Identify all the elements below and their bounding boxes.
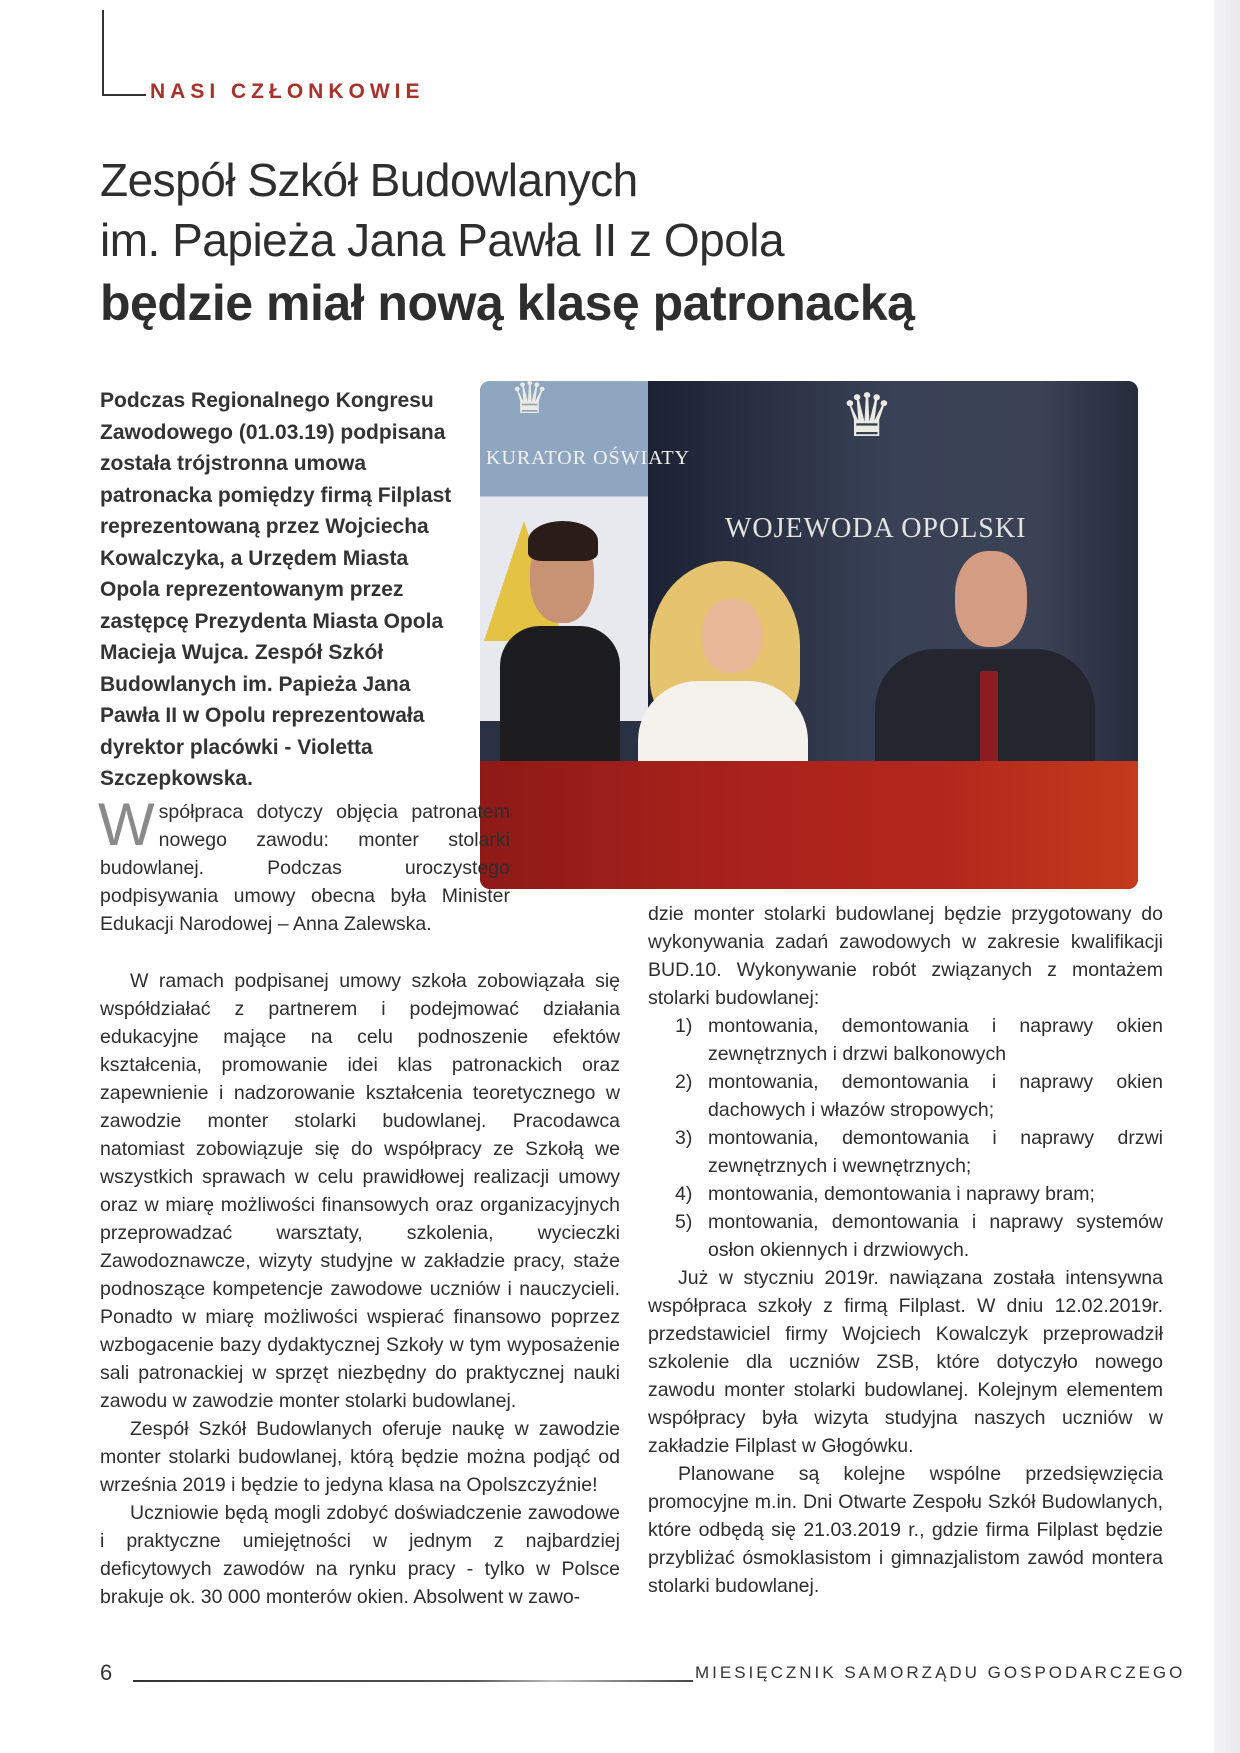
body-column-right bbox=[648, 900, 1163, 1600]
title-line-1: Zespół Szkół Budowlanych bbox=[100, 154, 638, 206]
list-item: 1) montowania, demontowania i naprawy okien zewnętrznych i drzwi balkonowych bbox=[675, 1015, 1163, 1065]
person-right-tie bbox=[980, 671, 998, 771]
paragraph-planned: Planowane są kolejne wspólne przedsięwzięcia promocyjne m.in. Dni Otwarte Zespołu Szkół Budowlanych, które odbędą się 21.03.2019 r., gdzie firma Filplast będzie przybliżać ósmoklasistom i gimnazjalistom zawód montera stolarki budowlanej. bbox=[648, 1463, 1163, 1597]
paragraph-continued: dzie monter stolarki budowlanej będzie przygotowany do wykonywania zadań zawodowych w zakresie kwalifikacji BUD.10. Wykonywanie robót związanych z montażem stolarki budowlanej: bbox=[648, 903, 1163, 1009]
list-item: 3) montowania, demontowania i naprawy drzwi zewnętrznych i wewnętrznych; bbox=[675, 1127, 1163, 1177]
publication-title: MIESIĘCZNIK SAMORZĄDU GOSPODARCZEGO bbox=[695, 1663, 1186, 1682]
paragraph-3: Zespół Szkół Budowlanych oferuje naukę w zawodzie monter stolarki budowlanej, którą będzie można podjąć od września 2019 i będzie to jedyna klasa na Opolszczyźnie! bbox=[100, 1418, 620, 1496]
list-item: 4) montowania, demontowania i naprawy bram; bbox=[675, 1183, 1095, 1205]
body-column-left-top bbox=[98, 791, 510, 938]
lead-paragraph: Podczas Regionalnego Kongresu Zawodowego (01.03.19) podpisana została trójstronna umowa patronacka pomiędzy firmą Filplast reprezentowaną przez Wojciecha Kowalczyka, a Urzędem Miasta Opola reprezentowanym przez zastępcę Prezydenta Miasta Opola Macieja Wujca. Zespół Szkół Budowlanych im. Papieża Jana Pawła II w Opolu reprezentowała dyrektor placówki - Violetta Szczepkowska. bbox=[100, 389, 452, 790]
title-line-2: im. Papieża Jana Pawła II z Opola bbox=[100, 214, 785, 266]
paragraph-cooperation: Już w styczniu 2019r. nawiązana została intensywna współpraca szkoły z firmą Filplast. W dniu 12.02.2019r. przedstawiciel firmy Wojciech Kowalczyk przeprowadził szkolenie dla uczniów ZSB, które dotyczyło nowego zawodu monter stolarki budowlanej. Kolejnym elementem współpracy była wizyta studyjna naszych uczniów w zakładzie Filplast w Głogówku. bbox=[648, 1267, 1163, 1457]
person-center-head bbox=[702, 599, 762, 673]
body-column-left bbox=[100, 967, 620, 1611]
person-left-hair bbox=[528, 521, 598, 561]
section-label: NASI CZŁONKOWIE bbox=[150, 80, 425, 103]
page-number: 6 bbox=[100, 1660, 113, 1685]
eagle-emblem-icon: ♛ bbox=[510, 381, 550, 423]
article-title bbox=[100, 150, 1080, 336]
qualification-list bbox=[648, 1012, 1163, 1264]
paragraph-1: spółpraca dotyczy objęcia patronatem nowego zawodu: monter stolarki budowlanej. Podczas uroczystego podpisywania umowy obecna była Minister Edukacji Narodowej – Anna Zalewska. bbox=[100, 801, 510, 935]
title-line-3: będzie miał nową klasę patronacką bbox=[100, 275, 915, 331]
signing-ceremony-photo bbox=[480, 381, 1138, 889]
corner-mark-vertical bbox=[102, 10, 104, 96]
red-tablecloth bbox=[480, 761, 1138, 889]
list-item: 2) montowania, demontowania i naprawy okien dachowych i włazów stropowych; bbox=[675, 1071, 1163, 1121]
footer-rule bbox=[133, 1680, 693, 1682]
person-right-head bbox=[955, 551, 1027, 647]
corner-mark-horizontal bbox=[102, 94, 146, 96]
paragraph-2: W ramach podpisanej umowy szkoła zobowiązała się współdziałać z partnerem i podejmować działania edukacyjne mające na celu podnoszenie efektów kształcenia, promowanie idei klas patronackich oraz zapewnienie i nadzorowanie kształcenia teoretycznego w zawodzie monter stolarki budowlanej. Pracodawca natomiast zobowiązuje się do współpracy ze Szkołą we wszystkich sprawach w celu prawidłowej realizacji umowy oraz w miarę możliwości finansowych oraz organizacyjnych przeprowadzać warsztaty, szkolenia, wycieczki Zawodoznawcze, wizyty studyjne w zakładzie pracy, staże podnoszące kompetencje zawodowe uczniów i nauczycieli. Ponadto w miarę możliwości wspierać finansowo poprzez wzbogacenie bazy dydaktycznej Szkoły w tym wyposażenie sali patronackiej w sprzęt niezbędny do praktycznej nauki zawodu w zawodzie monter stolarki budowlanej. bbox=[100, 970, 620, 1412]
wojewoda-banner-text: WOJEWODA OPOLSKI bbox=[725, 513, 1027, 544]
page-edge-shadow bbox=[1214, 0, 1240, 1753]
list-item: 5) montowania, demontowania i naprawy systemów osłon okiennych i drzwiowych. bbox=[675, 1211, 1163, 1261]
eagle-emblem-icon: ♛ bbox=[840, 382, 894, 449]
kurator-banner-text: KURATOR OŚWIATY bbox=[486, 447, 691, 469]
paragraph-4: Uczniowie będą mogli zdobyć doświadczenie zawodowe i praktyczne umiejętności w jednym z najbardziej deficytowych zawodów na rynku pracy - tylko w Polsce brakuje ok. 30 000 monterów okien. Absolwent w zawo- bbox=[100, 1502, 620, 1608]
drop-cap: W bbox=[98, 791, 155, 858]
